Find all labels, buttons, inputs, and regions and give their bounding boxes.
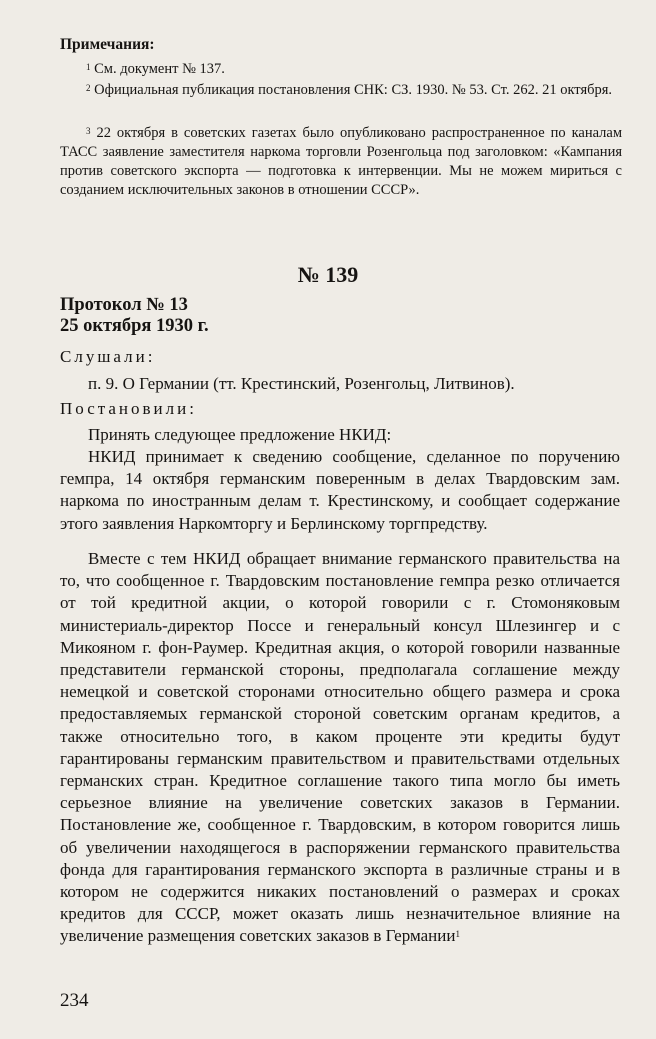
protocol-date: 25 октября 1930 г. [60,316,209,336]
decided-intro: Принять следующее предложение НКИД: [88,425,392,444]
protocol-title: Протокол № 13 [60,295,188,315]
note-3 [60,124,622,200]
notes-heading: Примечания: [60,36,155,53]
document-number: № 139 [297,262,359,287]
note-1 [60,60,622,79]
note-1-text: См. документ № 137. [94,61,225,77]
heard-item: п. 9. О Германии (тт. Крестинский, Розенгольц, Литвинов). [88,374,515,393]
note-3-mark: 3 [86,126,91,136]
paragraph-2 [60,548,620,948]
note-2-mark: 2 [86,83,91,93]
paragraph-2-text: Вместе с тем НКИД обращает внимание германского правительства на то, что сообщенное г. Твардовским постановление гемпра резко отличается от той кредитной акции, о которой говорили с г. Стомоняковым министериаль-директор Поссе и генеральный консул Шлезингер и с Микояном г. фон-Раумер. Кредитная акция, о которой говорили названные представители германской стороны, предполагала соглашение между немецкой и советской сторонами относительно общего размера и срока предоставляемых германской стороной советским органам кредитов, а также относительно того, в каком проценте эти кредиты будут гарантированы германским правительством и правительствами отдельных германских стран. Кредитное соглашение такого типа могло бы иметь серьезное влияние на увеличение советских заказов в Германии. Постановление же, сообщенное г. Твардовским, в котором говорится лишь об увеличении находящегося в распоряжении германского правительства фонда для гарантирования германского экспорта в различные страны и в котором не содержится никаких постановлений о размерах и сроках кредитов для СССР, может оказать лишь незначительное влияние на увеличение размещения советских заказов в Германии [60,549,620,946]
heard-label: Слушали: [60,347,156,366]
note-2 [60,81,622,100]
paragraph-2-mark: 1 [455,929,460,940]
note-3-text: 22 октября в советских газетах было опубликовано распространенное по каналам ТАСС заявление заместителя наркома торговли Розенгольца под заголовком: «Кампания против советского экспорта — подготовка к интервенции. Мы не можем мириться с созданием исключительных законов в отношении СССР». [60,125,623,198]
decided-label: Постановили: [60,399,197,418]
page-number: 234 [60,990,89,1011]
paragraph-1: НКИД принимает к сведению сообщение, сделанное по поручению гемпра, 14 октября германским поверенным в делах Твардовским зам. наркома по иностранным делам т. Крестинскому, и сообщает содержание этого заявления Наркомторгу и Берлинскому торгпредству. [60,447,620,533]
note-1-mark: 1 [86,62,91,72]
protocol-heading [60,295,209,337]
note-2-text: Официальная публикация постановления СНК: СЗ. 1930. № 53. Ст. 262. 21 октября. [94,82,613,98]
